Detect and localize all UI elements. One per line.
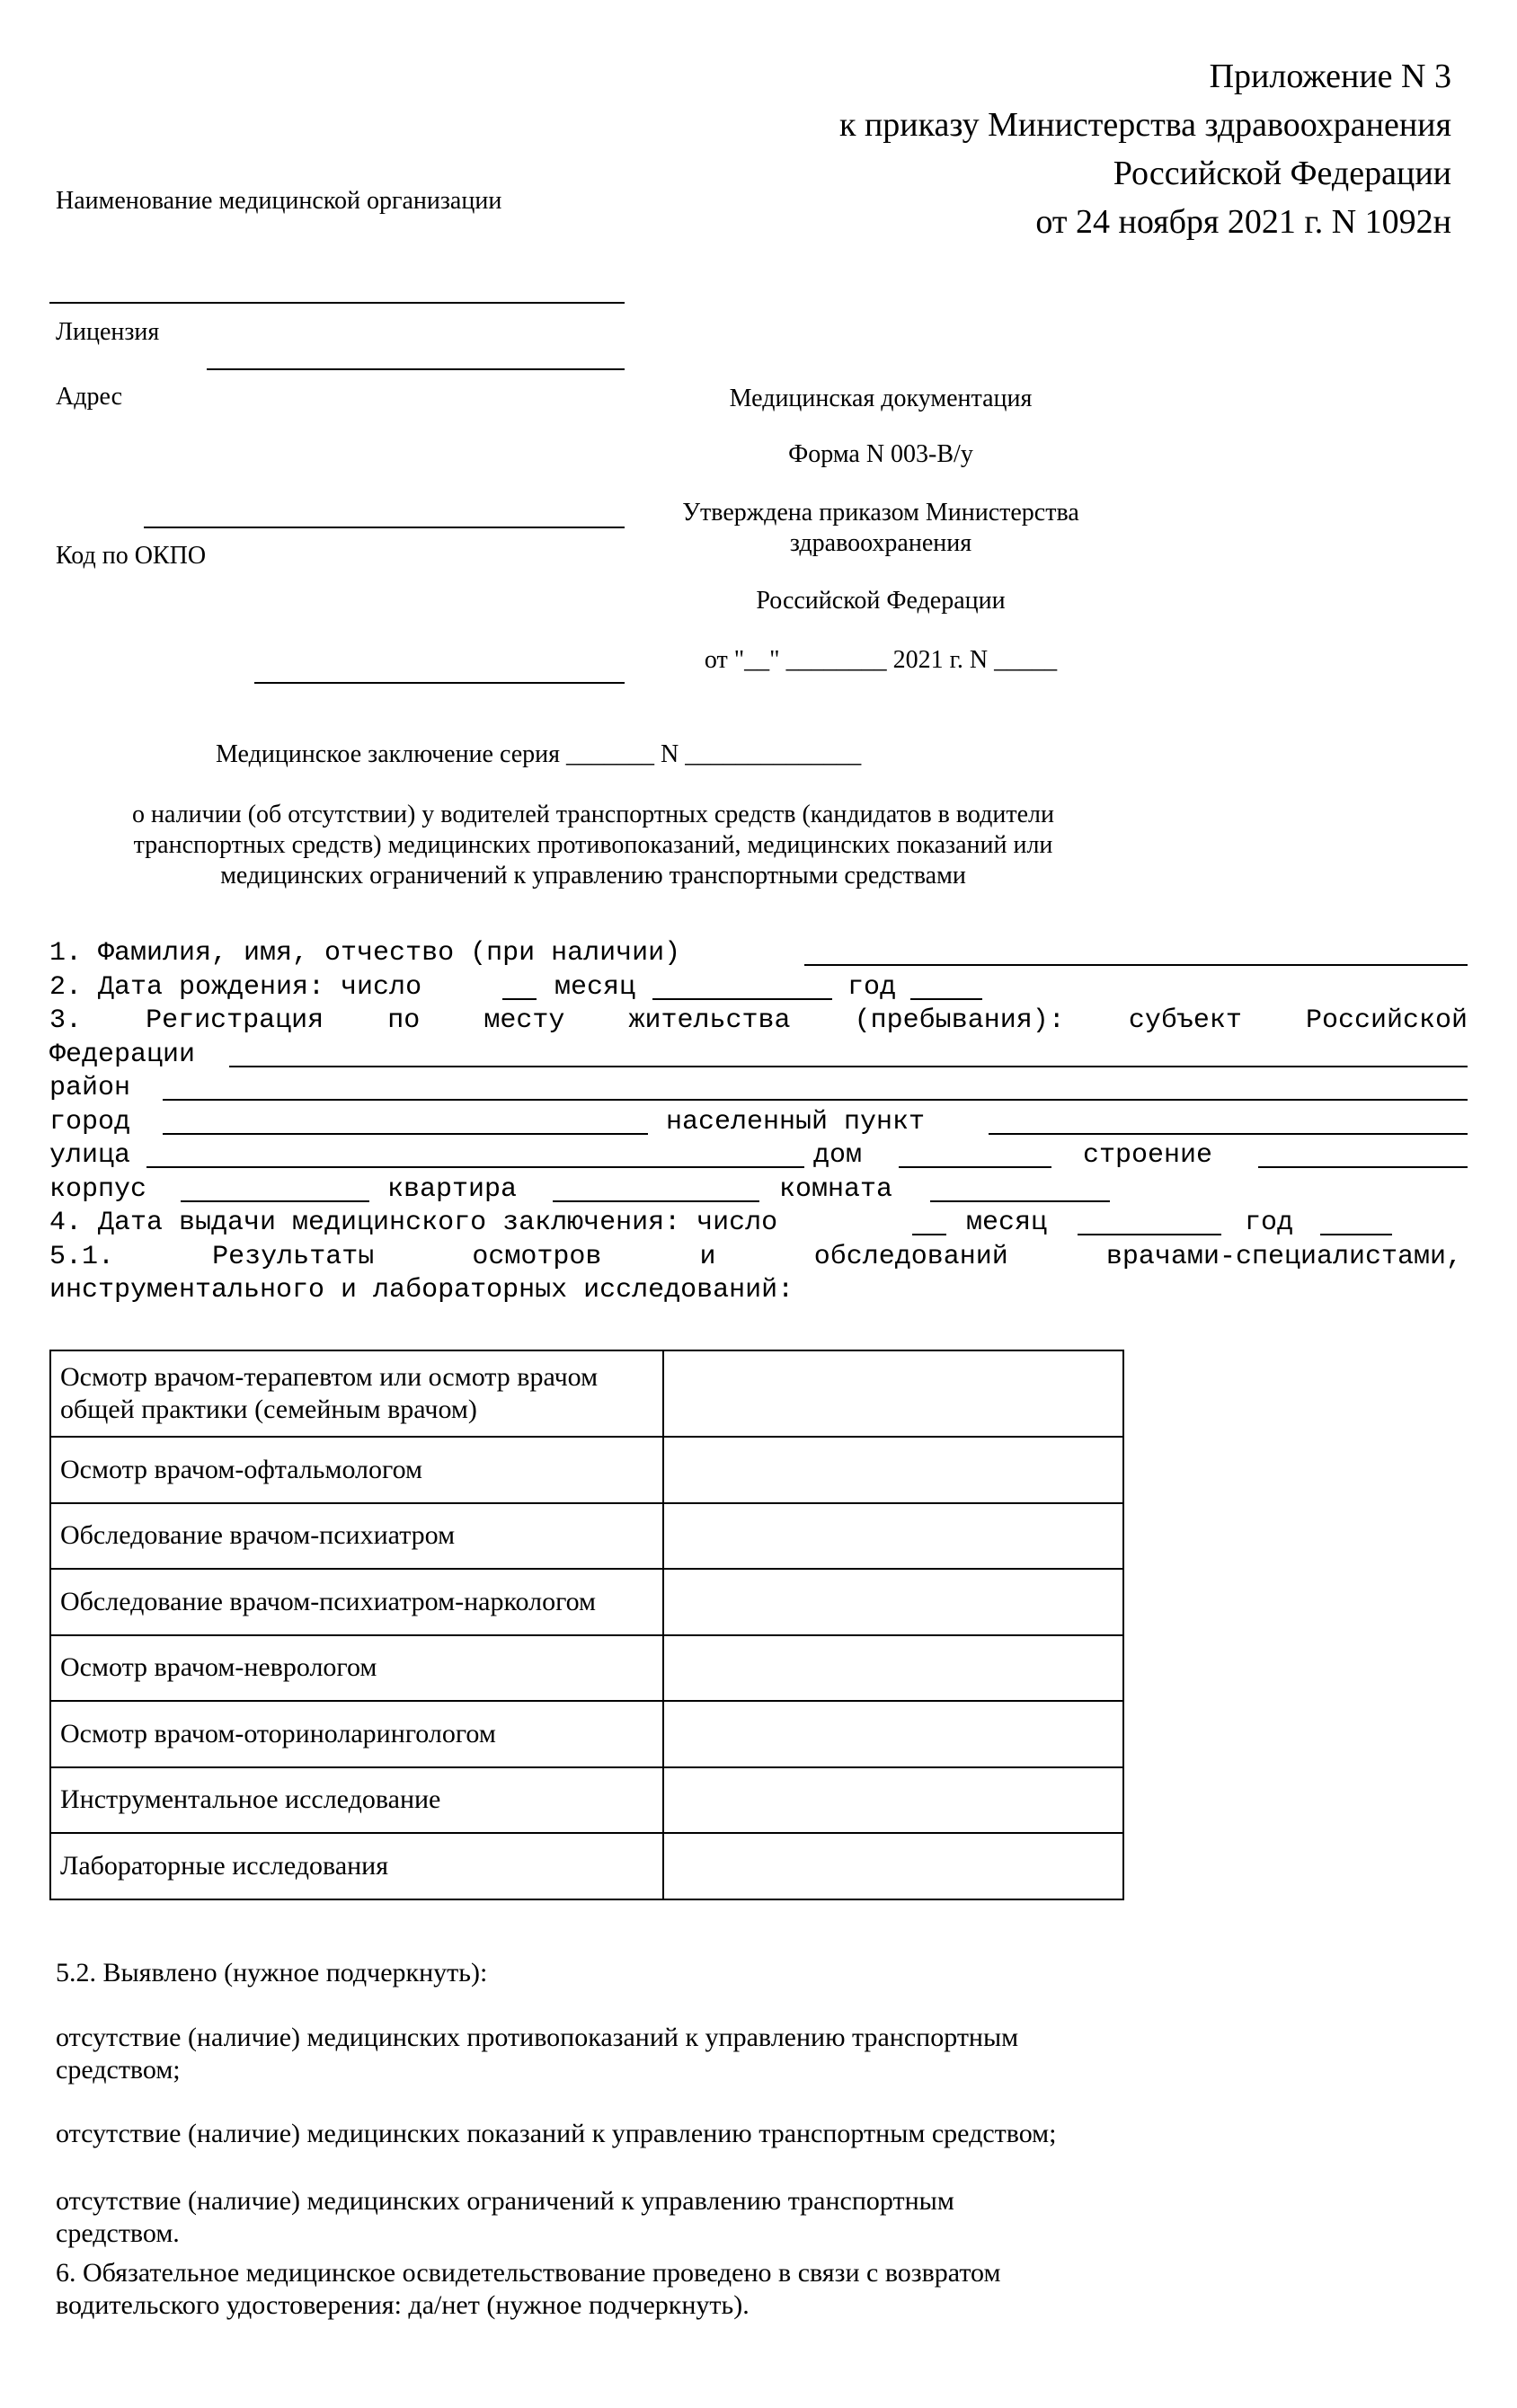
- appendix-block: [839, 52, 1451, 246]
- exam-result-cell[interactable]: [663, 1503, 1123, 1570]
- section-52-heading: 5.2. Выявлено (нужное подчеркнуть):: [56, 1958, 488, 1987]
- room-field[interactable]: [930, 1200, 1110, 1202]
- field-row-block: [49, 1173, 1468, 1208]
- issue-day-label: 4. Дата выдачи медицинского заключения: число: [49, 1208, 778, 1238]
- reg-word-5: жительства: [628, 1005, 791, 1036]
- license-label: Лицензия: [56, 318, 160, 346]
- res-word-3: осмотров: [472, 1241, 602, 1272]
- exam-name-cell: Обследование врачом-психиатром: [50, 1503, 663, 1570]
- federation-subject-field[interactable]: [229, 1066, 1468, 1067]
- exam-name-cell: Осмотр врачом-оториноларингологом: [50, 1701, 663, 1767]
- house-field[interactable]: [899, 1166, 1051, 1168]
- table-row: [50, 1833, 1123, 1899]
- res-word-4: и: [699, 1241, 716, 1272]
- table-row: [50, 1503, 1123, 1570]
- appendix-title: Приложение N 3: [1209, 58, 1451, 95]
- birth-year-label: год: [847, 971, 897, 1003]
- birth-year-field[interactable]: [910, 998, 982, 1000]
- exam-result-cell[interactable]: [663, 1569, 1123, 1635]
- district-label: район: [49, 1073, 131, 1103]
- approved-line3: Российской Федерации: [756, 587, 1006, 615]
- field-row-results-2: [49, 1274, 1468, 1308]
- birth-day-field[interactable]: [502, 998, 537, 1000]
- conclusion-subtitle-2: транспортных средств) медицинских противопоказаний, медицинских показаний или: [133, 831, 1053, 859]
- conclusion-subtitle-1: о наличии (об отсутствии) у водителей транспортных средств (кандидатов в водители: [132, 801, 1054, 828]
- exam-name-cell: Осмотр врачом-терапевтом или осмотр врачом общей практики (семейным врачом): [50, 1350, 663, 1437]
- org-name-label: Наименование медицинской организации: [56, 187, 502, 215]
- block-field[interactable]: [181, 1200, 369, 1202]
- field-row-registration: [49, 1005, 1468, 1039]
- approved-date-line: от "__" ________ 2021 г. N _____: [704, 646, 1058, 674]
- issue-month-field[interactable]: [1078, 1234, 1221, 1235]
- apartment-label: квартира: [387, 1173, 518, 1205]
- exam-result-cell[interactable]: [663, 1437, 1123, 1503]
- reg-word-4: месту: [483, 1005, 565, 1036]
- address-label: Адрес: [56, 383, 123, 411]
- field-row-city: [49, 1106, 1468, 1140]
- form-number: Форма N 003-В/у: [788, 440, 973, 468]
- reg-word-6: (пребывания):: [854, 1005, 1065, 1036]
- exam-name-cell: Осмотр врачом-офтальмологом: [50, 1437, 663, 1503]
- res-word-5: обследований: [813, 1241, 1008, 1272]
- reg-word-1: 3.: [49, 1005, 83, 1036]
- res-word-2: Результаты: [212, 1241, 375, 1272]
- federation-label: Федерации: [49, 1039, 196, 1070]
- org-name-line: [49, 302, 625, 304]
- reg-word-7: субъект: [1128, 1005, 1242, 1036]
- exam-results-table: [49, 1350, 1124, 1900]
- city-label: город: [49, 1106, 131, 1138]
- block-label: корпус: [49, 1173, 147, 1205]
- okpo-line: [254, 682, 625, 684]
- license-line: [207, 368, 625, 370]
- full-name-label: 1. Фамилия, имя, отчество (при наличии): [49, 938, 681, 969]
- exam-result-cell[interactable]: [663, 1833, 1123, 1899]
- settlement-label: населенный пункт: [666, 1106, 926, 1138]
- okpo-label: Код по ОКПО: [56, 542, 207, 570]
- issue-year-label: год: [1245, 1208, 1294, 1238]
- table-row: [50, 1767, 1123, 1834]
- approved-line2: здравоохранения: [789, 529, 972, 557]
- district-field[interactable]: [163, 1099, 1468, 1101]
- appendix-country: Российской Федерации: [1113, 155, 1451, 192]
- field-row-federation: [49, 1039, 1468, 1073]
- conclusion-subtitle-3: медицинских ограничений к управлению транспортными средствами: [220, 862, 966, 890]
- results-heading: [49, 1241, 1462, 1275]
- address-line: [144, 527, 625, 528]
- issue-month-label: месяц: [966, 1208, 1048, 1238]
- section-6-text: 6. Обязательное медицинское освидетельствование проведено в связи с возвратом водительского удостоверения: да/нет (нужное подчеркнуть).: [56, 2258, 1001, 2320]
- full-name-field[interactable]: [804, 964, 1468, 966]
- exam-result-cell[interactable]: [663, 1350, 1123, 1437]
- street-label: улица: [49, 1140, 131, 1171]
- res-word-6: врачами-специалистами,: [1105, 1241, 1462, 1272]
- exam-result-cell[interactable]: [663, 1701, 1123, 1767]
- reg-word-3: по: [387, 1005, 421, 1036]
- field-row-name: [49, 937, 1468, 971]
- birth-month-label: месяц: [554, 971, 636, 1003]
- indications-option[interactable]: отсутствие (наличие) медицинских показаний к управлению транспортным средством;: [56, 2119, 1057, 2148]
- table-row: [50, 1635, 1123, 1702]
- res-word-1: 5.1.: [49, 1241, 115, 1272]
- registration-heading: [49, 1005, 1468, 1039]
- contraindications-option[interactable]: отсутствие (наличие) медицинских противопоказаний к управлению транспортным средством;: [56, 2023, 1019, 2085]
- field-row-street: [49, 1139, 1468, 1173]
- table-row: [50, 1350, 1123, 1437]
- exam-name-cell: Инструментальное исследование: [50, 1767, 663, 1834]
- table-row: [50, 1437, 1123, 1503]
- building-label: строение: [1083, 1140, 1213, 1171]
- street-field[interactable]: [146, 1166, 804, 1168]
- field-row-results: [49, 1241, 1468, 1275]
- city-field[interactable]: [163, 1133, 648, 1135]
- exam-result-cell[interactable]: [663, 1635, 1123, 1702]
- issue-year-field[interactable]: [1320, 1234, 1392, 1235]
- field-row-issue-date: [49, 1207, 1468, 1241]
- reg-word-8: Российской: [1305, 1005, 1468, 1036]
- exam-result-cell[interactable]: [663, 1767, 1123, 1834]
- birth-day-label: 2. Дата рождения: число: [49, 971, 422, 1003]
- field-row-district: [49, 1072, 1468, 1106]
- table-row: [50, 1701, 1123, 1767]
- apartment-field[interactable]: [553, 1200, 759, 1202]
- house-label: дом: [813, 1140, 863, 1171]
- field-row-birth: [49, 971, 1468, 1005]
- exam-name-cell: Обследование врачом-психиатром-наркологом: [50, 1569, 663, 1635]
- approved-line1: Утверждена приказом Министерства: [682, 499, 1079, 527]
- conclusion-series-line: Медицинское заключение серия _______ N ______________: [216, 740, 862, 768]
- building-field[interactable]: [1258, 1166, 1468, 1168]
- appendix-order: к приказу Министерства здравоохранения: [839, 106, 1451, 144]
- settlement-field[interactable]: [989, 1133, 1468, 1135]
- reg-word-2: Регистрация: [146, 1005, 324, 1036]
- room-label: комната: [779, 1173, 893, 1205]
- results-subheading: инструментального и лабораторных исследований:: [49, 1275, 794, 1306]
- limitations-option[interactable]: отсутствие (наличие) медицинских ограничений к управлению транспортным средством.: [56, 2186, 954, 2248]
- exam-name-cell: Лабораторные исследования: [50, 1833, 663, 1899]
- appendix-date: от 24 ноября 2021 г. N 1092н: [1035, 203, 1451, 241]
- med-doc-label: Медицинская документация: [729, 385, 1033, 412]
- birth-month-field[interactable]: [652, 998, 832, 1000]
- issue-day-field[interactable]: [912, 1234, 946, 1235]
- exam-name-cell: Осмотр врачом-неврологом: [50, 1635, 663, 1702]
- table-row: [50, 1569, 1123, 1635]
